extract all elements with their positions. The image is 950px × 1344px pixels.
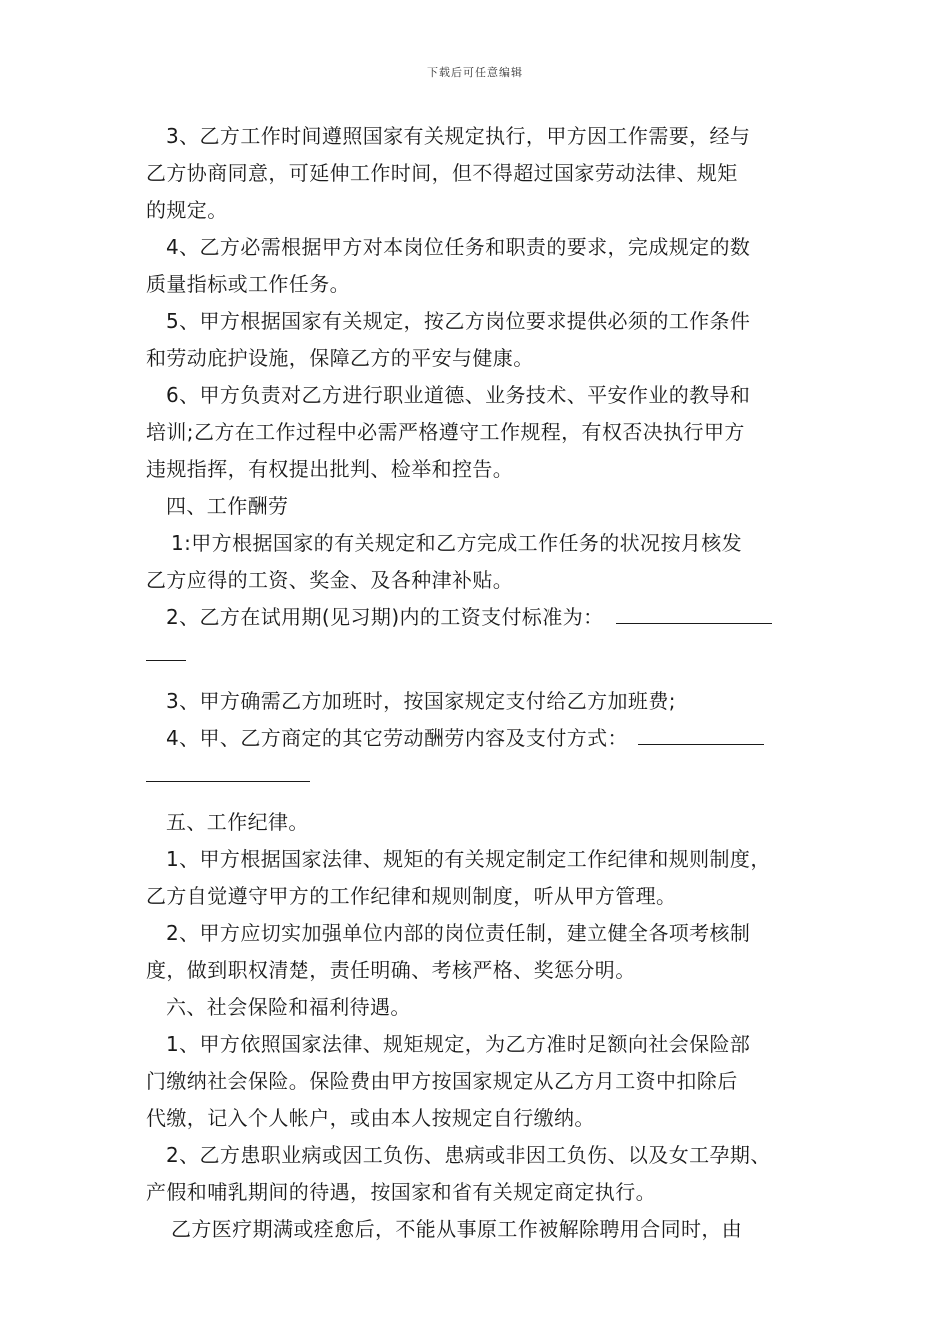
paragraph-line: 6、甲方负责对乙方进行职业道德、业务技术、平安作业的教导和 xyxy=(166,383,751,407)
paragraph-line: 乙方医疗期满或痊愈后，不能从事原工作被解除聘用合同时，由 xyxy=(171,1217,743,1241)
paragraph-line: 的规定。 xyxy=(146,198,228,222)
document-body xyxy=(146,118,810,1248)
paragraph-line: 违规指挥，有权提出批判、检举和控告。 xyxy=(146,457,514,481)
section-heading: 六、社会保险和福利待遇。 xyxy=(166,995,411,1019)
fill-in-blank xyxy=(638,724,764,745)
paragraph-line: 和劳动庇护设施，保障乙方的平安与健康。 xyxy=(146,346,534,370)
paragraph-line: 2、甲方应切实加强单位内部的岗位责任制，建立健全各项考核制 xyxy=(166,921,751,945)
paragraph-line: 4、乙方必需根据甲方对本岗位任务和职责的要求，完成规定的数 xyxy=(166,235,751,259)
paragraph-line: 培训;乙方在工作过程中必需严格遵守工作规程，有权否决执行甲方 xyxy=(146,420,745,444)
paragraph-text: 4、甲、乙方商定的其它劳动酬劳内容及支付方式： xyxy=(166,726,628,750)
page-header: 下载后可任意编辑 xyxy=(427,66,523,79)
paragraph-line: 1、甲方依照国家法律、规矩规定，为乙方准时足额向社会保险部 xyxy=(166,1032,751,1056)
section-heading: 四、工作酬劳 xyxy=(166,494,289,518)
paragraph-line: 门缴纳社会保险。保险费由甲方按国家规定从乙方月工资中扣除后 xyxy=(146,1069,738,1093)
section-heading: 五、工作纪律。 xyxy=(166,810,309,834)
paragraph-line: 代缴，记入个人帐户，或由本人按规定自行缴纳。 xyxy=(146,1106,595,1130)
paragraph-line: 乙方自觉遵守甲方的工作纪律和规则制度，听从甲方管理。 xyxy=(146,884,677,908)
paragraph-line xyxy=(146,599,810,636)
paragraph-line: 产假和哺乳期间的待遇，按国家和省有关规定商定执行。 xyxy=(146,1180,656,1204)
paragraph-line: 乙方应得的工资、奖金、及各种津补贴。 xyxy=(146,568,514,592)
paragraph-line: 1:甲方根据国家的有关规定和乙方完成工作任务的状况按月核发 xyxy=(171,531,743,555)
paragraph-line: 1、甲方根据国家法律、规矩的有关规定制定工作纪律和规则制度， xyxy=(166,847,771,871)
fill-in-blank xyxy=(616,603,772,624)
fill-in-blank xyxy=(146,761,310,782)
paragraph-line: 乙方协商同意，可延伸工作时间，但不得超过国家劳动法律、规矩 xyxy=(146,161,738,185)
paragraph-line xyxy=(146,720,810,757)
paragraph-line: 2、乙方患职业病或因工负伤、患病或非因工负伤、以及女工孕期、 xyxy=(166,1143,771,1167)
paragraph-line: 5、甲方根据国家有关规定，按乙方岗位要求提供必须的工作条件 xyxy=(166,309,751,333)
paragraph-text: 2、乙方在试用期(见习期)内的工资支付标准为： xyxy=(166,605,604,629)
fill-in-blank xyxy=(146,640,186,661)
paragraph-line: 3、乙方工作时间遵照国家有关规定执行，甲方因工作需要，经与 xyxy=(166,124,751,148)
paragraph-line: 度，做到职权清楚，责任明确、考核严格、奖惩分明。 xyxy=(146,958,636,982)
paragraph-line xyxy=(146,636,810,673)
paragraph-line xyxy=(146,757,810,794)
paragraph-line: 3、甲方确需乙方加班时，按国家规定支付给乙方加班费; xyxy=(166,689,676,713)
paragraph-line: 质量指标或工作任务。 xyxy=(146,272,350,296)
